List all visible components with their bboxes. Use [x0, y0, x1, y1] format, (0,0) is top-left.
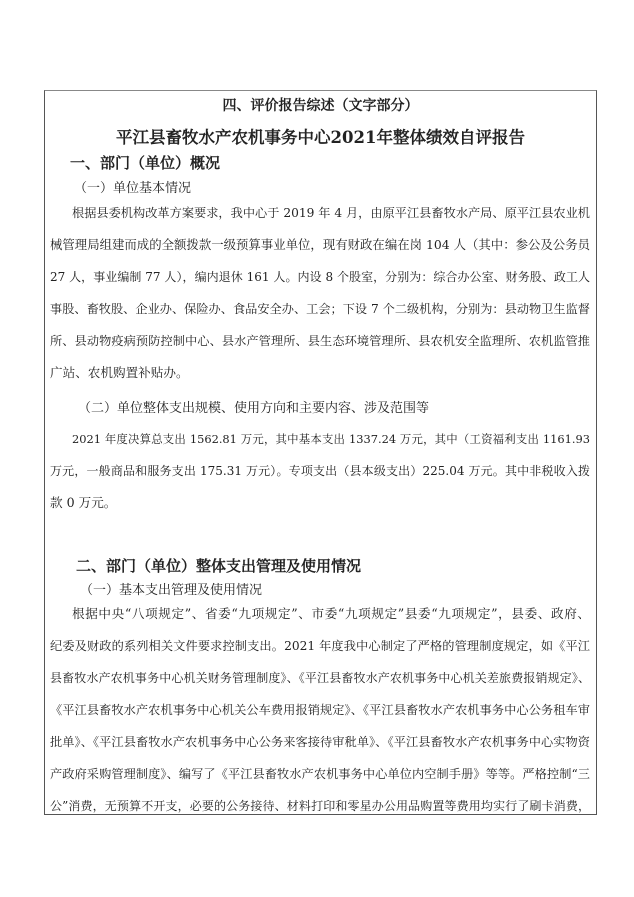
part-heading: 四、评价报告综述（文字部分）	[222, 98, 419, 114]
paragraph-line: 所、县动物疫病预防控制中心、县水产管理所、县生态环境管理所、县农机安全监理所、农机监管推	[50, 334, 590, 348]
paragraph-line: 27 人，事业编制 77 人），编内退休 161 人。内设 8 个股室，分别为：综合办公室、财务股、政工人	[50, 270, 590, 284]
paragraph-line: 事股、畜牧股、企业办、保险办、食品安全办、工会；下设 7 个二级机构，分别为：县动物卫生监督	[50, 302, 590, 316]
paragraph-line: 根据中央“八项规定”、省委“九项规定”、市委“九项规定”县委“九项规定”，县委、政府、	[72, 606, 590, 621]
paragraph-line: 2021 年度决算总支出 1562.81 万元，其中基本支出 1337.24 万元，其中（工资福利支出 1161.93	[72, 432, 590, 446]
paragraph-line: 械管理局组建而成的全额拨款一级预算事业单位，现有财政在编在岗 104 人（其中：参公及公务员	[50, 237, 590, 252]
paragraph-line: 公”消费，无预算不开支，必要的公务接待、材料打印和零星办公用品购置等费用均实行了刷卡消费，	[50, 799, 590, 813]
paragraph-line: 批单》、《平江县畜牧水产农机事务中心公务来客接待审秕单》、《平江县畜牧水产农机事务中心实物资	[50, 735, 590, 749]
section1-heading: 一、部门（单位）概况	[70, 154, 221, 172]
paragraph-line: 广站、农机购置补贴办。	[50, 365, 189, 380]
report-title: 平江县畜牧水产农机事务中心2021年整体绩效自评报告	[116, 128, 525, 147]
section2-heading: 二、部门（单位）整体支出管理及使用情况	[76, 557, 362, 575]
paragraph-line: 款 0 万元。	[50, 495, 117, 510]
paragraph-line: 《平江县畜牧水产农机事务中心机关公车费用报销规定》、《平江县畜牧水产农机事务中心公务租车审	[50, 703, 590, 717]
section2-sub1-heading: （一）基本支出管理及使用情况	[80, 583, 263, 598]
paragraph-line: 万元，一般商品和服务支出 175.31 万元）。专项支出（县本级支出）225.04 万元。其中非税收入拨	[50, 464, 590, 478]
paragraph-line: 根据县委机构改革方案要求，我中心于 2019 年 4 月，由原平江县畜牧水产局、原平江县农业机	[72, 206, 590, 220]
section1-sub1-heading: （一）单位基本情况	[74, 181, 192, 196]
paragraph-line: 纪委及财政的系列相关文件要求控制支出。2021 年度我中心制定了严格的管理制度规定，如《平江	[50, 639, 590, 653]
paragraph-line: 县畜牧水产农机事务中心机关财务管理制度》、《平江县畜牧水产农机事务中心机关差旅费报销规定》、	[50, 671, 590, 685]
section1-sub2-heading: （二）单位整体支出规模、使用方向和主要内容、涉及范围等	[78, 401, 430, 416]
paragraph-line: 产政府采购管理制度》、编写了《平江县畜牧水产农机事务中心单位内空制手册》等等。严格控制“三	[50, 767, 590, 781]
